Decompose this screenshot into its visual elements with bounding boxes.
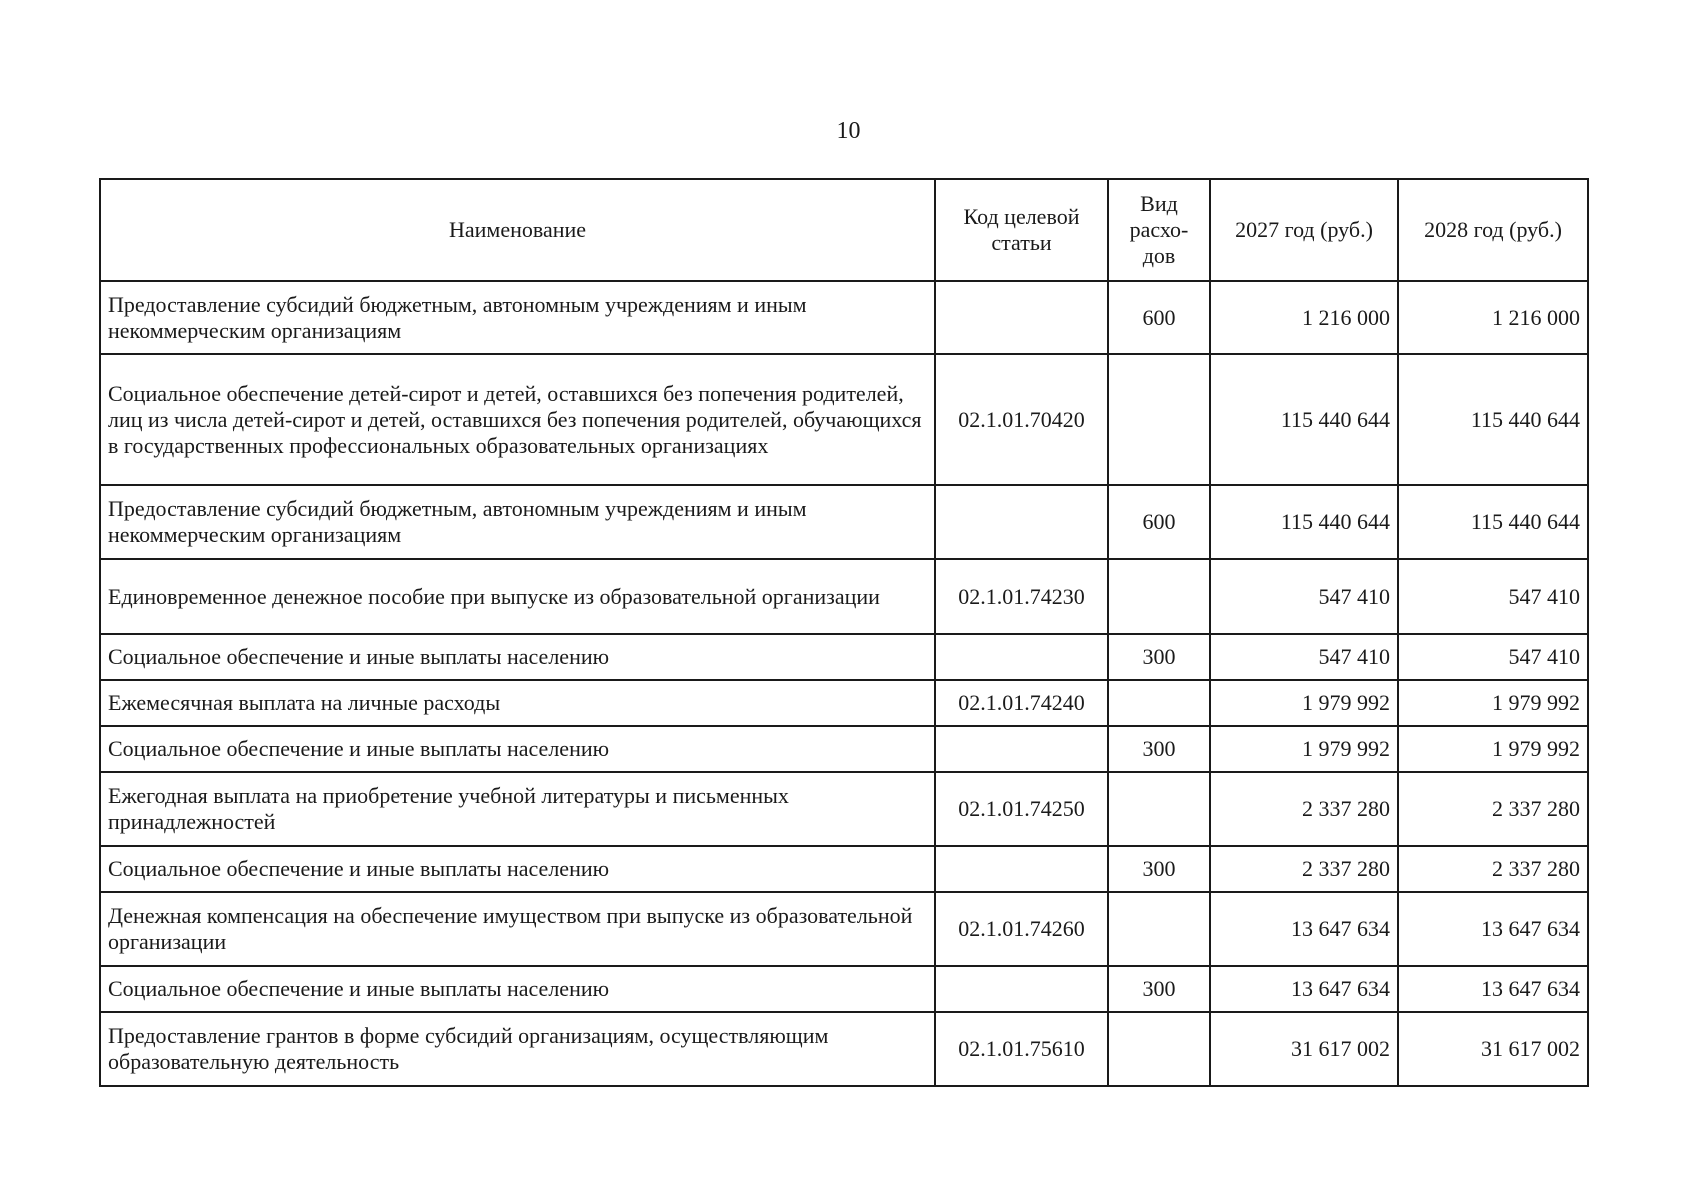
row-kind: 600 — [1108, 281, 1210, 354]
row-2028: 13 647 634 — [1398, 892, 1588, 966]
table-row — [100, 772, 1588, 846]
row-kind: 300 — [1108, 966, 1210, 1012]
row-kind: 300 — [1108, 726, 1210, 772]
table-row — [100, 485, 1588, 559]
row-name: Социальное обеспечение детей-сирот и детей, оставшихся без попечения родителей, лиц из числа детей-сирот и детей, оставшихся без попечения родителей, обучающихся в государственных профессиональных образовательных организациях — [100, 354, 935, 485]
row-2027: 2 337 280 — [1210, 772, 1398, 846]
table-body — [100, 281, 1588, 1086]
row-name: Социальное обеспечение и иные выплаты населению — [100, 846, 935, 892]
table-row — [100, 680, 1588, 726]
row-code: 02.1.01.74240 — [935, 680, 1108, 726]
row-2028: 13 647 634 — [1398, 966, 1588, 1012]
row-2027: 547 410 — [1210, 559, 1398, 634]
row-code — [935, 281, 1108, 354]
row-2027: 2 337 280 — [1210, 846, 1398, 892]
row-2027: 115 440 644 — [1210, 354, 1398, 485]
row-name: Ежемесячная выплата на личные расходы — [100, 680, 935, 726]
header-row — [100, 179, 1588, 281]
row-2027: 1 979 992 — [1210, 726, 1398, 772]
row-2027: 13 647 634 — [1210, 892, 1398, 966]
row-name: Единовременное денежное пособие при выпуске из образовательной организации — [100, 559, 935, 634]
header-2027: 2027 год (руб.) — [1210, 179, 1398, 281]
row-name: Социальное обеспечение и иные выплаты населению — [100, 634, 935, 680]
row-code: 02.1.01.75610 — [935, 1012, 1108, 1086]
row-2028: 1 979 992 — [1398, 680, 1588, 726]
row-code — [935, 966, 1108, 1012]
budget-table — [99, 178, 1589, 1087]
header-kind: Вид расхо-дов — [1108, 179, 1210, 281]
row-code: 02.1.01.74230 — [935, 559, 1108, 634]
table-row — [100, 634, 1588, 680]
row-kind — [1108, 680, 1210, 726]
table-row — [100, 1012, 1588, 1086]
row-name: Предоставление субсидий бюджетным, автономным учреждениям и иным некоммерческим организациям — [100, 281, 935, 354]
row-kind — [1108, 892, 1210, 966]
header-code: Код целевой статьи — [935, 179, 1108, 281]
row-2027: 115 440 644 — [1210, 485, 1398, 559]
page-number: 10 — [836, 118, 861, 144]
row-kind — [1108, 559, 1210, 634]
table-row — [100, 892, 1588, 966]
row-code — [935, 846, 1108, 892]
row-name: Предоставление субсидий бюджетным, автономным учреждениям и иным некоммерческим организациям — [100, 485, 935, 559]
row-kind: 300 — [1108, 634, 1210, 680]
row-kind — [1108, 1012, 1210, 1086]
row-code — [935, 634, 1108, 680]
row-kind: 600 — [1108, 485, 1210, 559]
row-2028: 2 337 280 — [1398, 772, 1588, 846]
row-kind — [1108, 354, 1210, 485]
row-name: Социальное обеспечение и иные выплаты населению — [100, 726, 935, 772]
row-2028: 1 979 992 — [1398, 726, 1588, 772]
row-name: Предоставление грантов в форме субсидий организациям, осуществляющим образовательную деятельность — [100, 1012, 935, 1086]
table-row — [100, 281, 1588, 354]
row-code — [935, 726, 1108, 772]
row-name: Социальное обеспечение и иные выплаты населению — [100, 966, 935, 1012]
row-code: 02.1.01.70420 — [935, 354, 1108, 485]
row-2027: 1 979 992 — [1210, 680, 1398, 726]
table-row — [100, 846, 1588, 892]
row-2027: 1 216 000 — [1210, 281, 1398, 354]
row-2028: 2 337 280 — [1398, 846, 1588, 892]
row-code — [935, 485, 1108, 559]
row-name: Ежегодная выплата на приобретение учебной литературы и письменных принадлежностей — [100, 772, 935, 846]
table-row — [100, 726, 1588, 772]
row-2027: 31 617 002 — [1210, 1012, 1398, 1086]
row-2028: 115 440 644 — [1398, 485, 1588, 559]
row-code: 02.1.01.74250 — [935, 772, 1108, 846]
row-2028: 547 410 — [1398, 559, 1588, 634]
row-2028: 1 216 000 — [1398, 281, 1588, 354]
table-row — [100, 966, 1588, 1012]
row-kind — [1108, 772, 1210, 846]
header-name: Наименование — [100, 179, 935, 281]
row-2028: 115 440 644 — [1398, 354, 1588, 485]
row-2027: 13 647 634 — [1210, 966, 1398, 1012]
table-row — [100, 354, 1588, 485]
row-2028: 547 410 — [1398, 634, 1588, 680]
header-2028: 2028 год (руб.) — [1398, 179, 1588, 281]
row-2028: 31 617 002 — [1398, 1012, 1588, 1086]
row-2027: 547 410 — [1210, 634, 1398, 680]
row-kind: 300 — [1108, 846, 1210, 892]
row-name: Денежная компенсация на обеспечение имуществом при выпуске из образовательной организации — [100, 892, 935, 966]
table-row — [100, 559, 1588, 634]
row-code: 02.1.01.74260 — [935, 892, 1108, 966]
